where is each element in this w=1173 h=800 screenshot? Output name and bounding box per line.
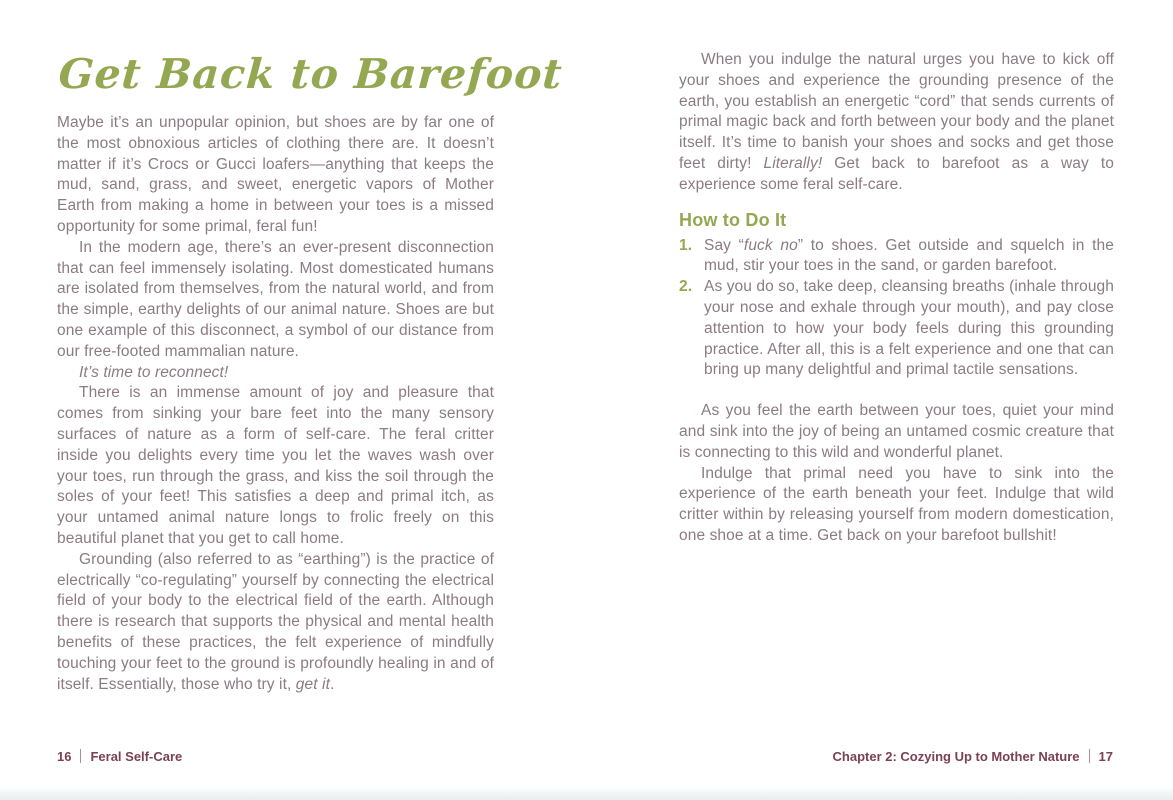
section-title: Get Back to Barefoot <box>57 50 565 98</box>
page-number: 17 <box>1098 749 1113 764</box>
footer-left <box>57 749 182 764</box>
chapter-title-label: Chapter 2: Cozying Up to Mother Nature <box>832 749 1080 764</box>
step-item <box>679 277 1114 381</box>
paragraph: Indulge that primal need you have to sink into the experience of the earth beneath your feet. Indulge that wild critter within by releasing yourself from modern domestication, one shoe at a time. Get back on your barefoot bullshit! <box>679 464 1114 544</box>
how-to-steps <box>679 236 1114 382</box>
footer-right <box>833 749 1113 764</box>
paragraph: Grounding (also referred to as “earthing”) is the practice of electrically “co-regulating” yourself by connecting the electrical field of your body to the electrical field of the earth. Although there is research that supports the physical and mental health benefits of these practices, the felt experience of mindfully touching your feet to the ground is profoundly healing in and of itself. Essentially, those who try it, get it. <box>57 550 494 693</box>
page-edge-shadow <box>0 786 1173 800</box>
page-left-body <box>57 113 494 695</box>
paragraph: Maybe it’s an unpopular opinion, but shoes are by far one of the most obnoxious articles of clothing there are. It doesn’t matter if it’s Crocs or Gucci loafers—anything that keeps the mud, sand, grass, and sweet, energetic vapors of Mother Earth from making a home in between your toes is a missed opportunity for some primal, feral fun! <box>57 114 494 235</box>
page-left <box>57 50 565 695</box>
step-text: As you do so, take deep, cleansing breaths (inhale through your nose and exhale through your mouth), and pay close attention to how your body feels during this grounding practice. After all, this is a felt experience and one that can bring up many delightful and primal tactile sensations. <box>704 278 1114 379</box>
page-right <box>679 50 1114 547</box>
book-title-label: Feral Self-Care <box>90 749 183 764</box>
page-number: 16 <box>57 749 72 764</box>
paragraph: There is an immense amount of joy and pleasure that comes from sinking your bare feet into the many sensory surfaces of nature as a form of self-care. The feral critter inside you delights every time you let the waves wash over your toes, run through the grass, and kiss the soil through the soles of your feet! This satisfies a deep and primal itch, as your untamed animal nature longs to frolic freely on this beautiful planet that you get to call home. <box>57 384 494 547</box>
step-text: Say “fuck no” to shoes. Get outside and squelch in the mud, stir your toes in the sand, or garden barefoot. <box>704 236 1114 275</box>
paragraph: When you indulge the natural urges you have to kick off your shoes and experience the grounding presence of the earth, you establish an energetic “cord” that sends currents of primal magic back and forth between your body and the planet itself. It’s time to banish your shoes and socks and get those feet dirty! Literally! Get back to barefoot as a way to experience some feral self-care. <box>679 51 1114 193</box>
footer-separator <box>80 749 81 763</box>
paragraph-italic-callout: It’s time to reconnect! <box>79 363 229 381</box>
paragraph: In the modern age, there’s an ever-present disconnection that can feel immensely isolating. Most domesticated humans are isolated from themselves, from the natural world, and from the simple, earthy delights of our animal nature. Shoes are but one example of this disconnect, a symbol of our distance from our free-footed mammalian nature. <box>57 238 494 360</box>
step-number: 1. <box>679 236 693 254</box>
step-item <box>679 236 1114 278</box>
step-number: 2. <box>679 278 693 296</box>
how-to-heading: How to Do It <box>679 209 787 230</box>
footer-separator <box>1089 749 1090 763</box>
paragraph: As you feel the earth between your toes, quiet your mind and sink into the joy of being an untamed cosmic creature that is connecting to this wild and wonderful planet. <box>679 402 1114 461</box>
